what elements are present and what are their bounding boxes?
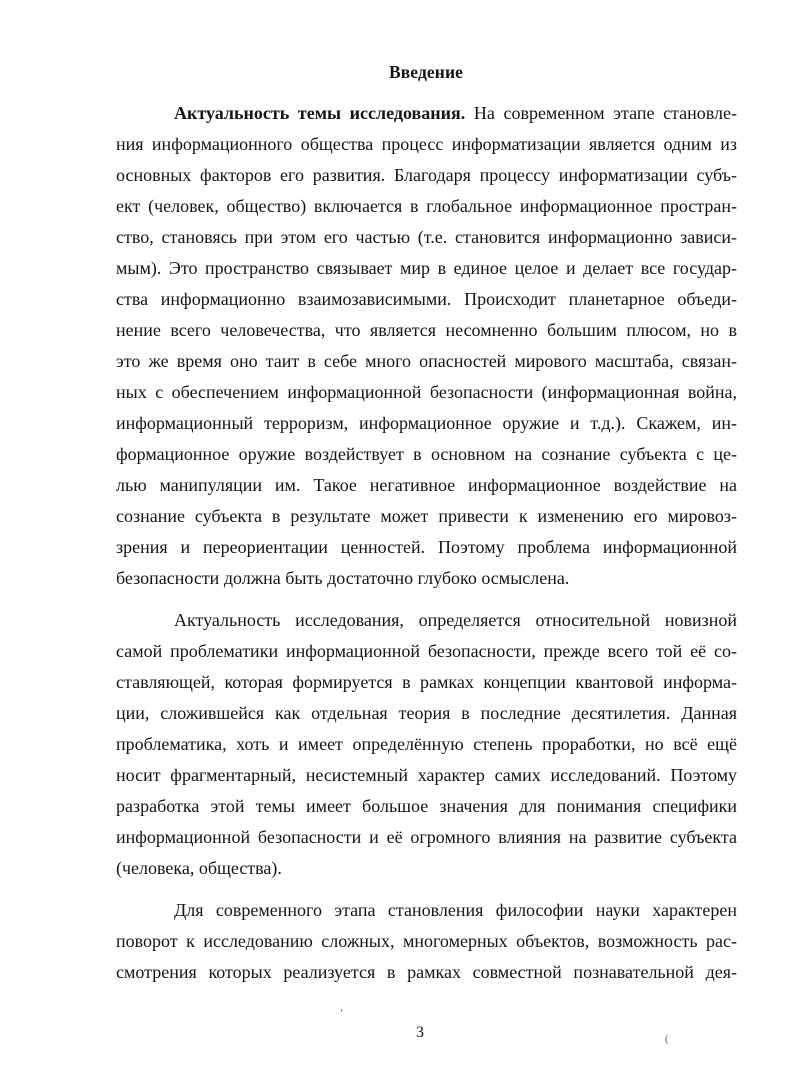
text-line: самой проблематики информационной безопасности, прежде всего той её со- bbox=[116, 641, 737, 661]
body-text bbox=[116, 98, 737, 988]
text-line: поворот к исследованию сложных, многомерных объектов, возможность рас- bbox=[116, 931, 737, 951]
text-line: ство, становясь при этом его частью (т.е. становится информационно зависи- bbox=[116, 227, 737, 247]
text-line: На современном этапе становле- bbox=[465, 103, 737, 123]
text-line: лью манипуляции им. Такое негативное информационное воздействие на bbox=[116, 475, 737, 495]
scan-mark: ‘ bbox=[340, 1008, 344, 1019]
text-line: мым). Это пространство связывает мир в единое целое и делает все государ- bbox=[116, 258, 737, 278]
text-line: разработка этой темы имеет большое значения для понимания специфики bbox=[116, 796, 737, 816]
text-line: информационный терроризм, информационное оружие и т.д.). Скажем, ин- bbox=[116, 413, 737, 433]
text-line: безопасности должна быть достаточно глубоко осмыслена. bbox=[116, 568, 570, 588]
text-line: нение всего человечества, что является несомненно большим плюсом, но в bbox=[116, 320, 737, 340]
text-line: ства информационно взаимозависимыми. Происходит планетарное объеди- bbox=[116, 289, 737, 309]
text-line: (человека, общества). bbox=[116, 858, 282, 878]
paragraph-gap bbox=[116, 884, 737, 895]
text-line: основных факторов его развития. Благодаря процессу информатизации субъ- bbox=[116, 165, 737, 185]
text-line: Для современного этапа становления философии науки характерен bbox=[174, 900, 737, 920]
text-line: Актуальность исследования, определяется относительной новизной bbox=[174, 610, 737, 630]
text-line: это же время оно таит в себе много опасностей мирового масштаба, связан- bbox=[116, 351, 737, 371]
text-line: носит фрагментарный, несистемный характер самих исследований. Поэтому bbox=[116, 765, 737, 785]
text-line: зрения и переориентации ценностей. Поэтому проблема информационной bbox=[116, 537, 737, 557]
text-line: ния информационного общества процесс информатизации является одним из bbox=[116, 134, 737, 154]
text-line: информационной безопасности и её огромного влияния на развитие субъекта bbox=[116, 827, 737, 847]
scan-mark: ( bbox=[665, 1034, 669, 1045]
text-line: проблематика, хоть и имеет определённую степень проработки, но всё ещё bbox=[116, 734, 737, 754]
paragraph-gap bbox=[116, 594, 737, 605]
text-line: сознание субъекта в результате может привести к изменению его мировоз- bbox=[116, 506, 737, 526]
page-number: 3 bbox=[416, 1024, 424, 1041]
text-line: ных с обеспечением информационной безопасности (информационная война, bbox=[116, 382, 737, 402]
text-line: формационное оружие воздействует в основном на сознание субъекта с це- bbox=[116, 444, 737, 464]
text-line: ект (человек, общество) включается в глобальное информационное простран- bbox=[116, 196, 737, 216]
paragraph-1-line-1 bbox=[116, 98, 737, 129]
page-title: Введение bbox=[388, 62, 463, 82]
bold-lead: Актуальность темы исследования. bbox=[174, 103, 466, 123]
text-line: ставляющей, которая формируется в рамках концепции квантовой информа- bbox=[116, 672, 737, 692]
text-line: ции, сложившейся как отдельная теория в последние десятилетия. Данная bbox=[116, 703, 737, 723]
text-line: смотрения которых реализуется в рамках совместной познавательной дея- bbox=[116, 962, 737, 982]
